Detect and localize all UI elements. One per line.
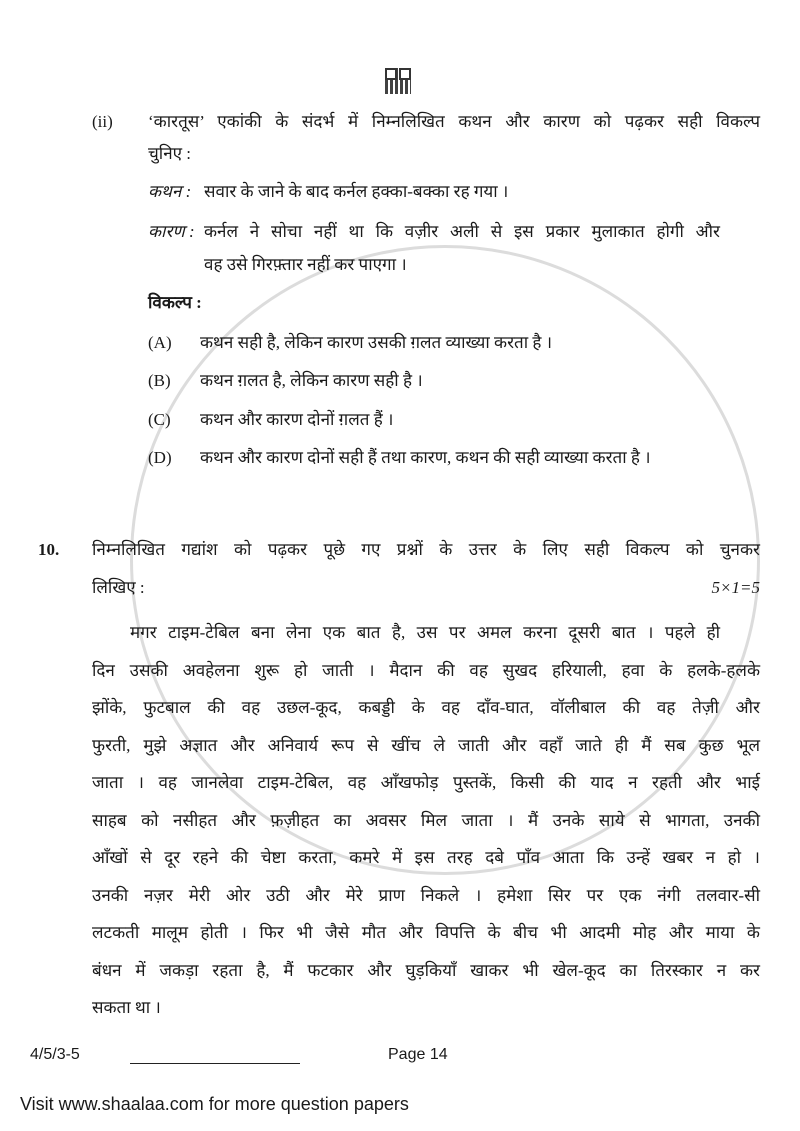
passage-line: मगर टाइम-टेबिल बना लेना एक बात है, उस पर अमल करना दूसरी बात । पहले ही [130, 623, 720, 642]
question-stem-line: ‘कारतूस’ एकांकी के संदर्भ में निम्नलिखित कथन और कारण को पढ़कर सही विकल्प [148, 112, 760, 131]
reason-row [148, 221, 720, 276]
option-key: (B) [148, 371, 171, 390]
assertion-row [148, 181, 760, 203]
passage-line: आँखों से दूर रहने की चेष्टा करता, कमरे में इस तरह दबे पाँव आता कि उन्हें खबर न हो । [92, 848, 760, 867]
question-9-ii [92, 111, 760, 469]
question-10 [38, 539, 760, 599]
question-stem-last-row [92, 577, 760, 599]
reason-text-line: कर्नल ने सोचा नहीं था कि वज़ीर अली से इस प्रकार मुलाकात होगी और [204, 222, 720, 241]
option-key: (A) [148, 333, 172, 352]
passage-line: सकता था । [92, 998, 161, 1017]
footer-divider [130, 1063, 300, 1064]
marks: 5×1=5 [711, 578, 760, 597]
paper-code: 4/5/3-5 [30, 1046, 80, 1063]
passage-line: जाता । वह जानलेवा टाइम-टेबिल, वह आँखफोड़ पुस्तकें, किसी की याद न रहती और भाई [92, 773, 760, 792]
question-number: (ii) [92, 112, 113, 131]
option-text: कथन सही है, लेकिन कारण उसकी ग़लत व्याख्या करता है । [200, 333, 553, 352]
promo-link[interactable]: Visit www.shaalaa.com for more question papers [20, 1094, 409, 1114]
option-row [148, 332, 760, 354]
question-stem-line: निम्नलिखित गद्यांश को पढ़कर पूछे गए प्रश्नों के उत्तर के लिए सही विकल्प को चुनकर [92, 540, 760, 559]
question-number: 10. [38, 540, 60, 559]
option-row [148, 370, 760, 392]
reason-text-line: वह उसे गिरफ़्तार नहीं कर पाएगा । [204, 255, 407, 274]
passage-line: फुरती, मुझे अज्ञात और अनिवार्य रूप से खींच ले जाती और वहाँ जाते ही मैं सब कुछ भूल [92, 735, 760, 755]
question-body [92, 539, 760, 599]
passage-line: बंधन में जकड़ा रहता है, मैं फटकार और घुड़कियाँ खाकर भी खेल-कूद का तिरस्कार न कर [92, 960, 760, 980]
option-key: (C) [148, 410, 171, 429]
options-label: विकल्प : [148, 293, 202, 312]
assertion-text: सवार के जाने के बाद कर्नल हक्का-बक्का रह गया । [204, 182, 509, 201]
assertion-label: कथन : [148, 182, 192, 201]
question-body [148, 111, 760, 469]
passage-line: उनकी नज़र मेरी ओर उठी और मेरे प्राण निकले । हमेशा सिर पर एक नंगी तलवार-सी [92, 885, 760, 905]
passage-line: लटकती मालूम होती । फिर भी जैसे मौत और विपत्ति के बीच भी आदमी मोह और माया के [92, 923, 760, 942]
option-text: कथन और कारण दोनों ग़लत हैं । [200, 410, 394, 429]
reason-text [204, 221, 720, 276]
question-stem-line: लिखिए : [92, 578, 145, 597]
passage-line: साहब को नसीहत और फ़ज़ीहत का अवसर मिल जाता । मैं उनके साये से भागता, उनकी [92, 810, 760, 830]
option-text: कथन और कारण दोनों सही हैं तथा कारण, कथन की सही व्याख्या करता है । [200, 448, 651, 467]
page-number: Page 14 [388, 1046, 448, 1063]
passage [92, 622, 760, 1019]
passage-line: दिन उसकी अवहेलना शुरू हो जाती । मैदान की वह सुखद हरियाली, हवा के हलके-हलके [92, 660, 760, 680]
question-stem-line: चुनिए : [148, 144, 192, 163]
page-content [0, 111, 800, 1019]
option-text: कथन ग़लत है, लेकिन कारण सही है । [200, 371, 423, 390]
option-key: (D) [148, 448, 172, 467]
reason-label: कारण : [148, 222, 195, 241]
passage-line: झोंके, फुटबाल की वह उछल-कूद, कबड्डी के वह दाँव-घात, वॉलीबाल की वह तेज़ी और [92, 698, 760, 717]
qr-code-icon [385, 68, 411, 94]
option-row [148, 409, 760, 431]
option-row [148, 447, 760, 469]
